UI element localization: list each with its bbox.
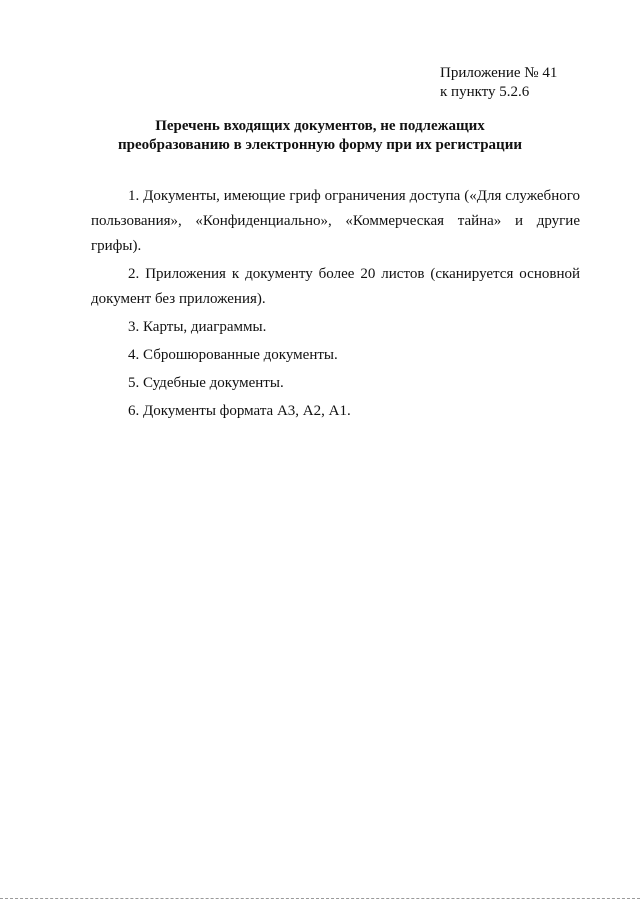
list-item: 6. Документы формата А3, А2, А1. — [128, 403, 351, 419]
title-line-2: преобразованию в электронную форму при их регистрации — [118, 137, 522, 153]
list-item: 4. Сброшюрованные документы. — [128, 347, 338, 363]
page-bottom-edge — [0, 898, 640, 899]
list-item: 1. Документы, имеющие гриф ограничения доступа («Для служебного пользования», «Конфиденциально», «Коммерческая тайна» и другие грифы). — [91, 188, 580, 254]
document-list — [91, 184, 580, 424]
appendix-clause: к пункту 5.2.6 — [440, 84, 530, 100]
document-title — [60, 117, 580, 155]
list-item: 2. Приложения к документу более 20 листов (сканируется основной документ без приложения). — [91, 266, 580, 307]
list-item: 3. Карты, диаграммы. — [128, 319, 267, 335]
title-line-1: Перечень входящих документов, не подлежащих — [155, 118, 485, 134]
appendix-number: Приложение № 41 — [440, 65, 558, 81]
appendix-reference — [440, 64, 557, 102]
list-item: 5. Судебные документы. — [128, 375, 284, 391]
